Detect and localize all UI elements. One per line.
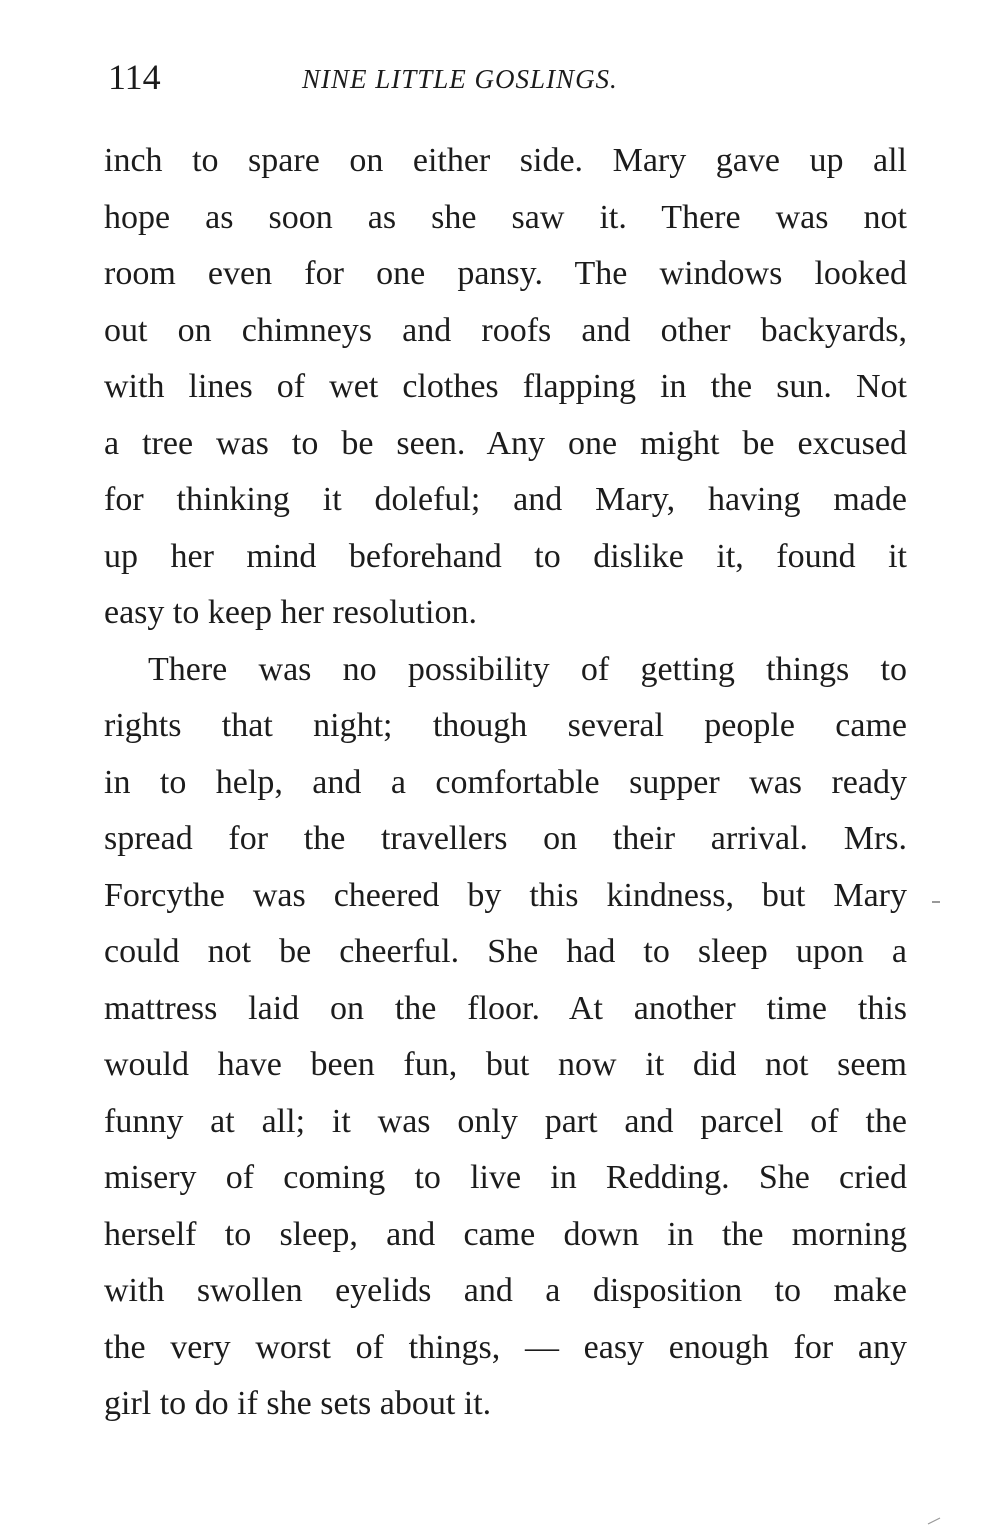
text-line: with lines of wet clothes flapping in the sun. Not (104, 368, 907, 405)
text-line: misery of coming to live in Redding. She cried (104, 1159, 907, 1196)
print-speck (928, 1518, 940, 1524)
running-title: NINE LITTLE GOSLINGS. (302, 64, 618, 94)
text-line: funny at all; it was only part and parcel of the (104, 1102, 907, 1140)
text-line: hope as soon as she saw it. There was not (104, 198, 907, 236)
text-line: a tree was to be seen. Any one might be excused (104, 424, 907, 462)
paragraph-end-line: girl to do if she sets about it. (104, 1385, 492, 1422)
text-line: inch to spare on either side. Mary gave up all (104, 142, 907, 179)
text-line: mattress laid on the floor. At another time this (104, 989, 907, 1027)
text-line: in to help, and a comfortable supper was ready (104, 763, 907, 801)
text-line: rights that night; though several people came (104, 707, 907, 744)
text-line: out on chimneys and roofs and other backyards, (104, 311, 907, 349)
text-line: room even for one pansy. The windows looked (104, 255, 907, 292)
text-line: up her mind beforehand to dislike it, found it (104, 537, 907, 575)
text-line: with swollen eyelids and a disposition to make (104, 1272, 907, 1309)
paragraph-end-line: easy to keep her resolution. (104, 594, 477, 631)
text-line: the very worst of things, — easy enough for any (104, 1328, 907, 1366)
text-line: spread for the travellers on their arrival. Mrs. (104, 820, 907, 857)
text-line: for thinking it doleful; and Mary, having made (104, 481, 907, 518)
text-line: could not be cheerful. She had to sleep upon a (104, 933, 907, 970)
paragraph-start-line: There was no possibility of getting things to (148, 650, 907, 688)
text-line: Forcythe was cheered by this kindness, but Mary (104, 876, 907, 914)
text-line: would have been fun, but now it did not seem (104, 1046, 907, 1083)
text-line: herself to sleep, and came down in the morning (104, 1215, 907, 1253)
page-number: 114 (108, 57, 161, 97)
